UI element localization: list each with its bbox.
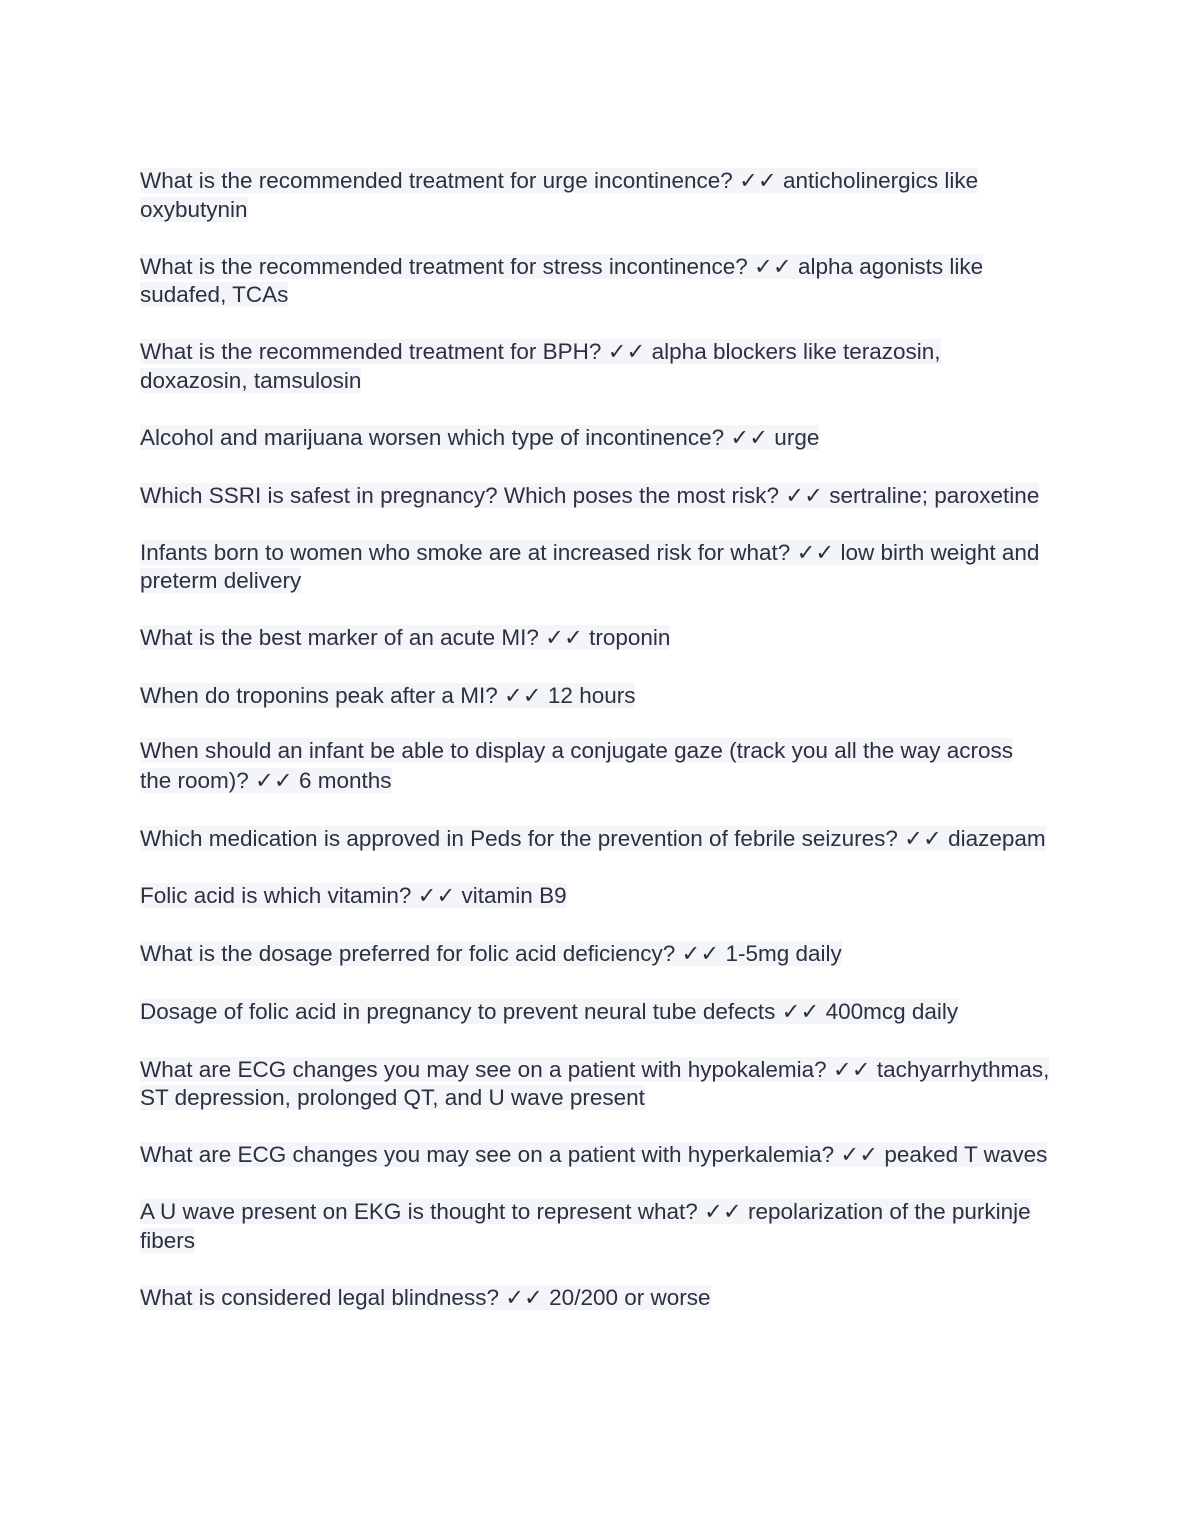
qa-text: What is the recommended treatment for urge incontinence? ✓✓ anticholinergics like oxybutynin	[140, 168, 979, 222]
qa-text: When do troponins peak after a MI? ✓✓ 12 hours	[140, 683, 636, 708]
qa-text: What is considered legal blindness? ✓✓ 20/200 or worse	[140, 1284, 711, 1310]
qa-item	[140, 1141, 1050, 1170]
qa-item	[140, 882, 1050, 911]
qa-item	[140, 482, 1050, 511]
qa-item	[140, 1284, 1050, 1313]
qa-item	[140, 1056, 1050, 1113]
qa-item	[140, 682, 1050, 711]
qa-item	[140, 253, 1050, 310]
qa-text: Infants born to women who smoke are at increased risk for what? ✓✓ low birth weight and preterm delivery	[140, 539, 1040, 593]
qa-text: What are ECG changes you may see on a patient with hypokalemia? ✓✓ tachyarrhythmas, ST depression, prolonged QT, and U wave present	[140, 1056, 1050, 1110]
qa-text: When should an infant be able to display a conjugate gaze (track you all the way across the room)? ✓✓ 6 months	[140, 738, 1014, 793]
qa-text: What is the recommended treatment for stress incontinence? ✓✓ alpha agonists like sudafed, TCAs	[140, 253, 984, 307]
qa-text: Alcohol and marijuana worsen which type of incontinence? ✓✓ urge	[140, 424, 820, 450]
qa-item	[140, 825, 1050, 854]
qa-item	[140, 338, 1050, 395]
qa-text: What are ECG changes you may see on a patient with hyperkalemia? ✓✓ peaked T waves	[140, 1142, 1048, 1167]
qa-item	[140, 998, 1050, 1027]
qa-text: What is the best marker of an acute MI? ✓✓ troponin	[140, 625, 671, 650]
qa-text: Which SSRI is safest in pregnancy? Which poses the most risk? ✓✓ sertraline; paroxetine	[140, 482, 1040, 508]
qa-item	[140, 624, 1050, 653]
qa-text: What is the recommended treatment for BPH? ✓✓ alpha blockers like terazosin, doxazosin, tamsulosin	[140, 339, 941, 393]
qa-text: What is the dosage preferred for folic acid deficiency? ✓✓ 1-5mg daily	[140, 940, 842, 966]
qa-text: Folic acid is which vitamin? ✓✓ vitamin B9	[140, 882, 567, 908]
qa-text: Which medication is approved in Peds for the prevention of febrile seizures? ✓✓ diazepam	[140, 825, 1046, 851]
qa-text: Dosage of folic acid in pregnancy to prevent neural tube defects ✓✓ 400mcg daily	[140, 998, 959, 1024]
qa-item	[140, 167, 1050, 224]
qa-item	[140, 736, 1050, 796]
qa-text: A U wave present on EKG is thought to represent what? ✓✓ repolarization of the purkinje fibers	[140, 1199, 1031, 1253]
qa-list	[140, 167, 1050, 1312]
qa-item	[140, 424, 1050, 453]
qa-item	[140, 539, 1050, 596]
qa-item	[140, 1198, 1050, 1255]
qa-item	[140, 940, 1050, 969]
